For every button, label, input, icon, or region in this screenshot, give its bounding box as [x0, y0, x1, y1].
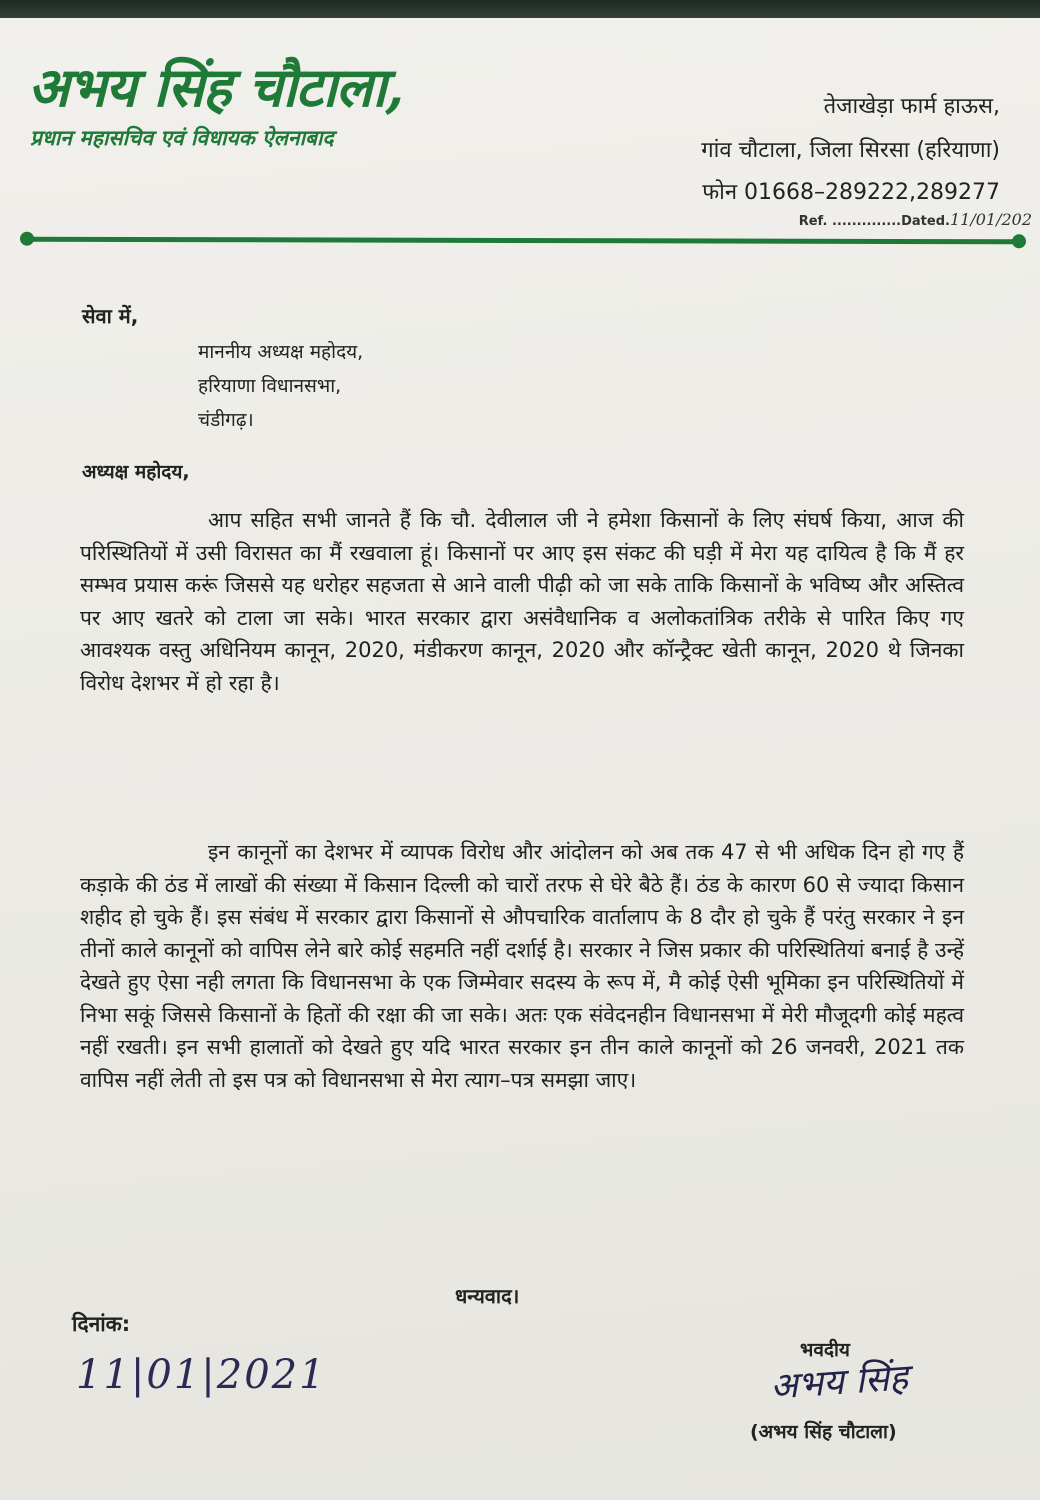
- body-paragraph-2: इन कानूनों का देशभर में व्यापक विरोध और आंदोलन को अब तक 47 से भी अधिक दिन हो गए हैं कड़ाके की ठंड में लाखों की संख्या में किसान दिल्ली को चारों तरफ से घेरे बैठे हैं। ठंड के कारण 60 से ज्यादा किसान शहीद हो चुके हैं। इस संबंध में सरकार द्वारा किसानों से औपचारिक वार्तालाप के 8 दौर हो चुके हैं परंतु सरकार ने इन तीनों काले कानूनों को वापिस लेने बारे कोई सहमति नहीं दर्शाई है। सरकार ने जिस प्रकार की परिस्थितियां बनाई है उन्हें देखते हुए ऐसा नही लगता कि विधानसभा के एक जिम्मेवार सदस्य के रूप में, मै कोई ऐसी भूमिका इन परिस्थितियों में निभा सकूं जिससे किसानों के हितों की रक्षा की जा सके। अतः एक संवेदनहीन विधानसभा में मेरी मौजूदगी कोई महत्व नहीं रखती। इन सभी हालातों को देखते हुए यदि भारत सरकार इन तीन काले कानूनों को 26 जनवरी, 2021 तक वापिस नहीं लेती तो इस पत्र को विधानसभा से मेरा त्याग–पत्र समझा जाए।: [80, 840, 964, 1092]
- ref-label: Ref. ..............Dated.: [798, 214, 950, 229]
- signer-name: (अभय सिंह चौटाला): [750, 1421, 897, 1443]
- address-line-1: तेजाखेड़ा फार्म हाऊस,: [823, 94, 1000, 119]
- letterhead-name: अभय सिंह चौटाला,: [28, 55, 404, 119]
- to-salutation: सेवा में,: [82, 304, 139, 328]
- letterhead-designation: प्रधान महासचिव एवं विधायक ऐलनाबाद: [30, 125, 334, 150]
- handwritten-signature: अभय सिंह: [768, 1357, 910, 1408]
- ref-dated-line: [799, 210, 1032, 229]
- recipient-line-1: माननीय अध्यक्ष महोदय,: [198, 341, 364, 363]
- recipient-line-2: हरियाणा विधानसभा,: [198, 375, 342, 397]
- letter-page: [0, 18, 1040, 1500]
- ref-date-handwritten: 11/01/202: [949, 210, 1032, 229]
- yours-faithfully: भवदीय: [800, 1339, 850, 1361]
- date-label: दिनांक:: [72, 1312, 131, 1336]
- greeting: अध्यक्ष महोदय,: [82, 461, 190, 483]
- body-paragraph-1: आप सहित सभी जानते हैं कि चौ. देवीलाल जी ने हमेशा किसानों के लिए संघर्ष किया, आज की परिस्थितियों में उसी विरासत का मैं रखवाला हूं। किसानों पर आए इस संकट की घड़ी में मेरा यह दायित्व है कि मैं हर सम्भव प्रयास करूं जिससे यह धरोहर सहजता से आने वाली पीढ़ी को जा सके ताकि किसानों के भविष्य और अस्तित्व पर आए खतरे को टाला जा सके। भारत सरकार द्वारा असंवैधानिक व अलोकतांत्रिक तरीके से पारित किए गए आवश्यक वस्तु अधिनियम कानून, 2020, मंडीकरण कानून, 2020 और कॉन्ट्रैक्ट खेती कानून, 2020 थे जिनका विरोध देशभर में हो रहा है।: [80, 508, 964, 695]
- address-line-2: गांव चौटाला, जिला सिरसा (हरियाणा): [701, 138, 1000, 163]
- date-handwritten: 11|01|2021: [76, 1352, 327, 1398]
- letterhead-divider: [28, 237, 1018, 245]
- phone-number: फोन 01668–289222,289277: [702, 180, 1000, 205]
- thanks-text: धन्यवाद।: [455, 1284, 520, 1308]
- recipient-line-3: चंडीगढ़।: [198, 409, 254, 431]
